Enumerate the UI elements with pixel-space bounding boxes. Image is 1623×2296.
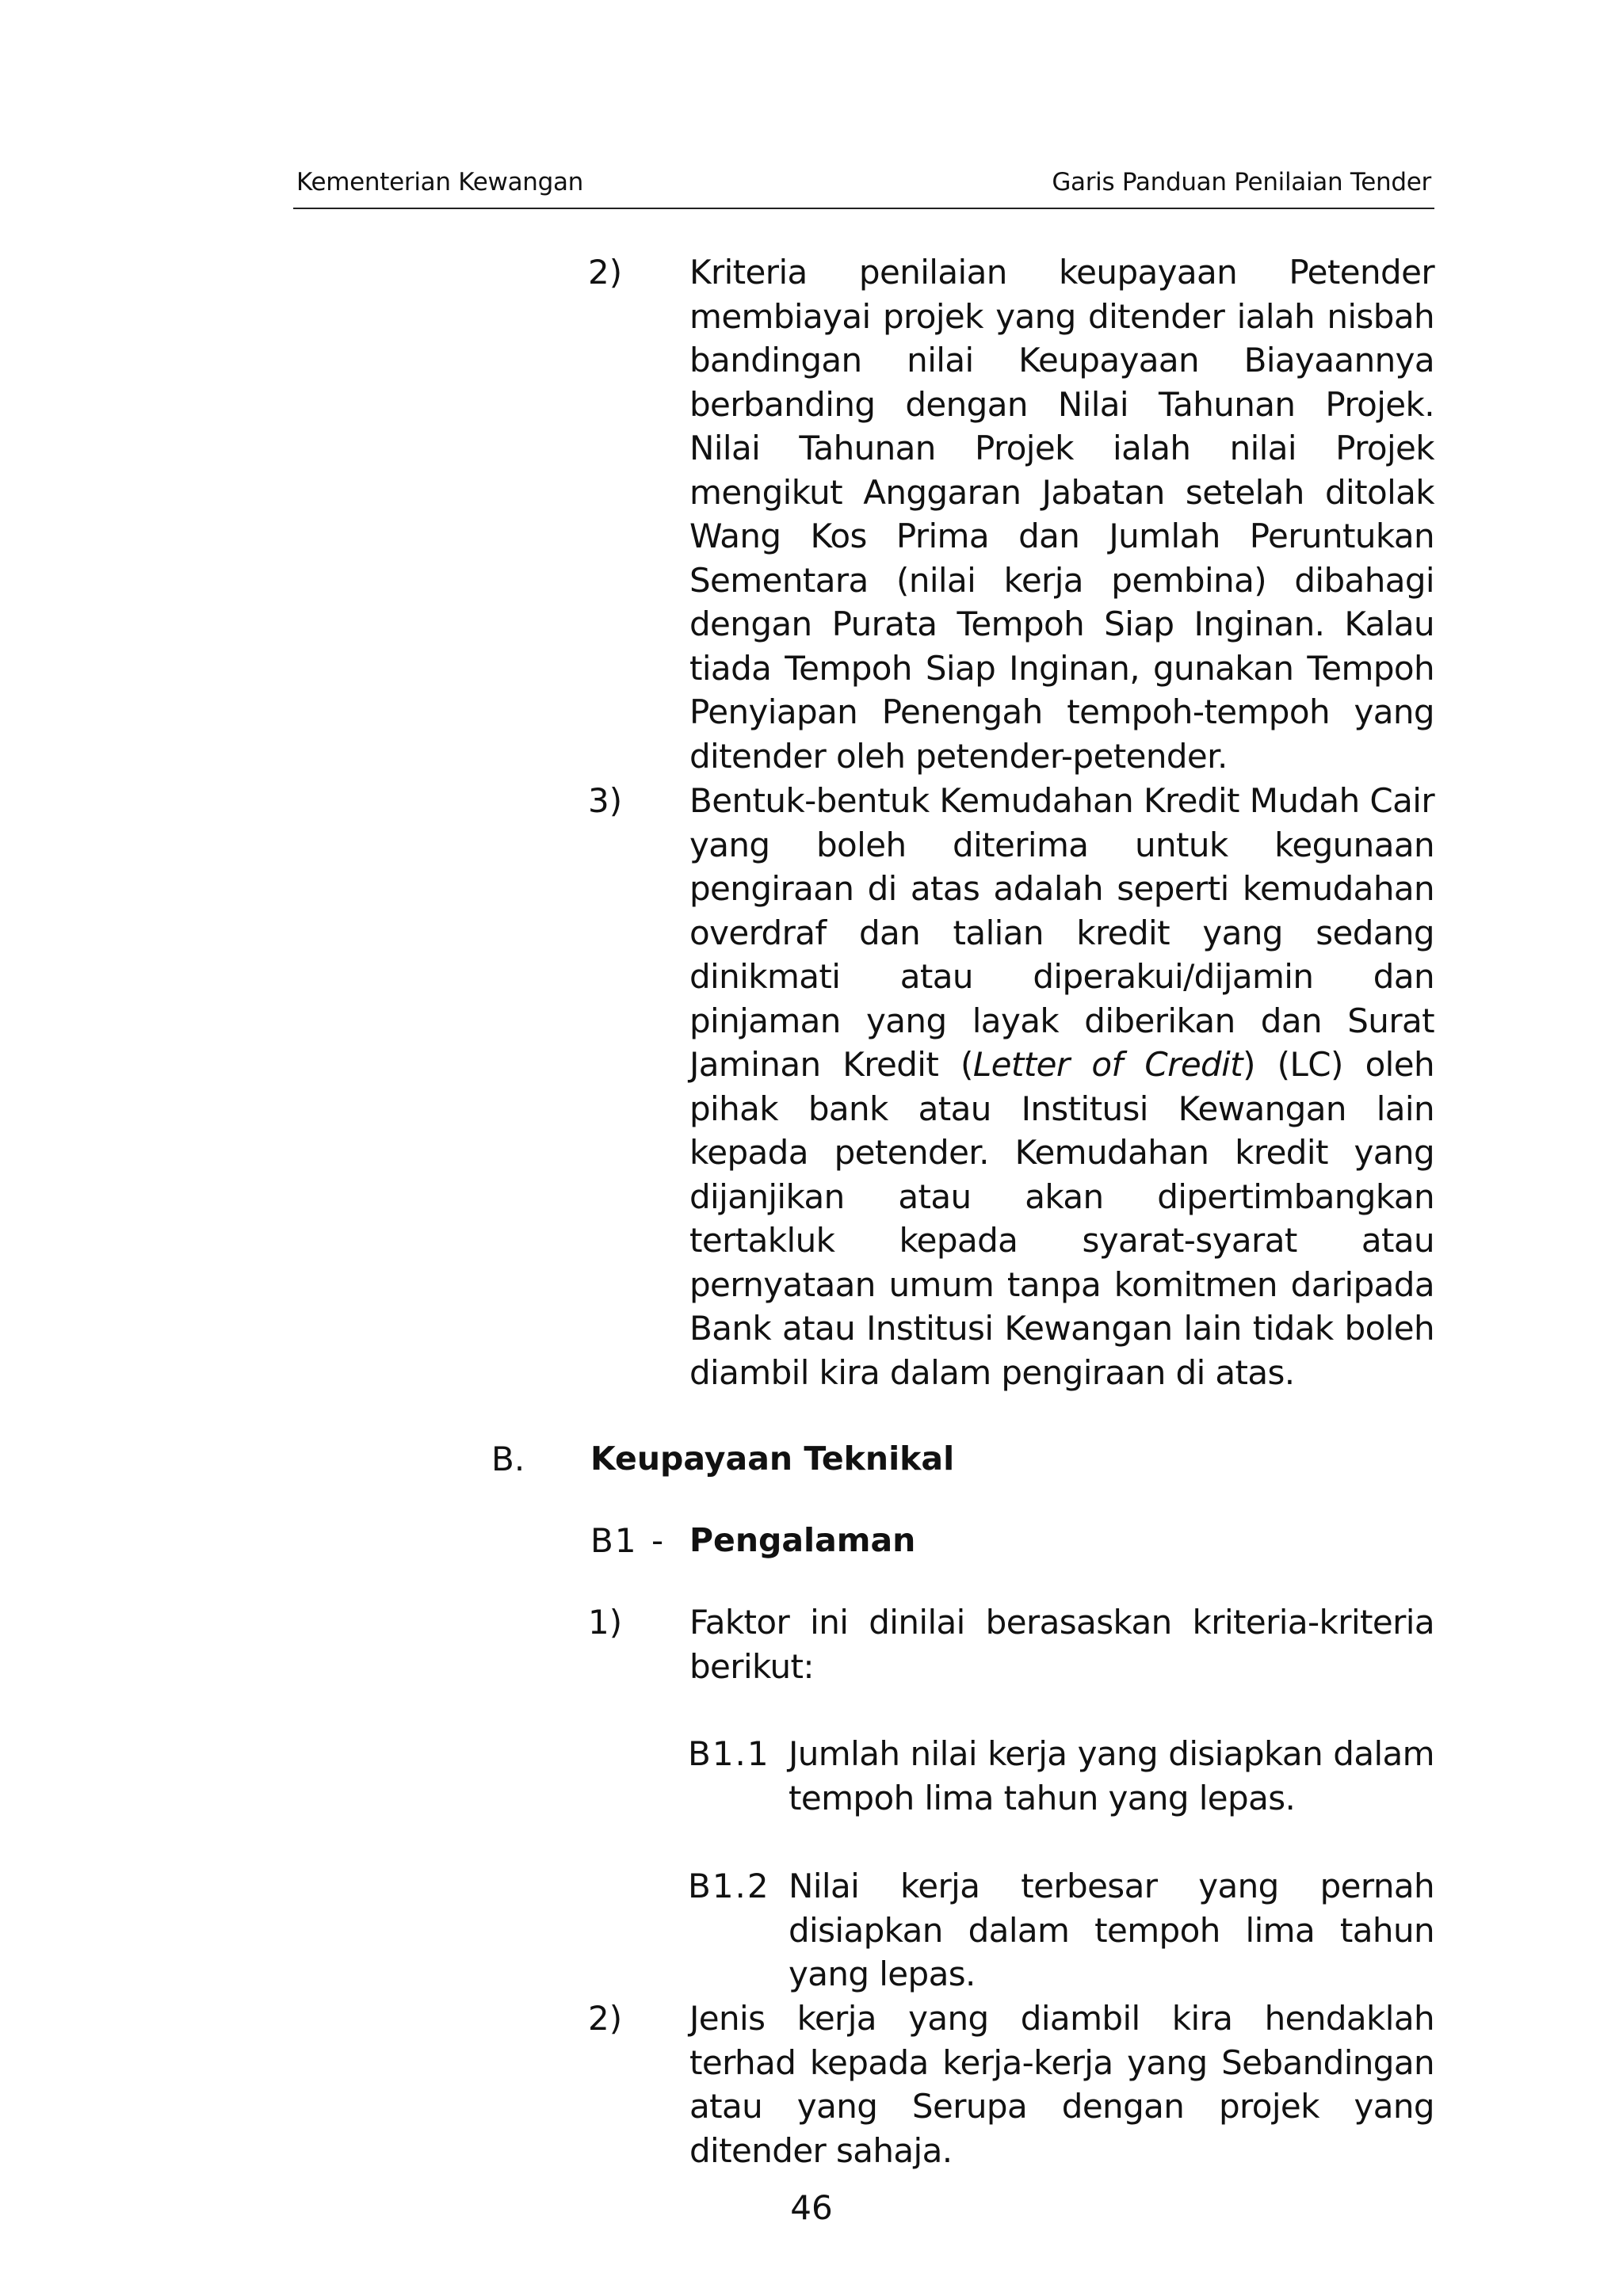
b1-point-2-text: Jenis kerja yang diambil kira hendaklah terhad kepada kerja-kerja yang Sebandingan atau yang Serupa dengan projek yang ditender sahaja. xyxy=(689,1999,1434,2170)
subsection-b1-code: B1 xyxy=(590,1521,638,1560)
subsection-b1-dash: - xyxy=(651,1521,664,1560)
subsection-b1-title: Pengalaman xyxy=(689,1521,916,1559)
item-3-text-part-b: ) (LC) oleh pihak bank atau Institusi Kewangan lain kepada petender. Kemudahan kredit yang dijanjikan atau akan dipertimbangkan tertakluk kepada syarat-syarat atau pernyataan umum tanpa komitmen daripada Bank atau Institusi Kewangan lain tidak boleh diambil kira dalam pengiraan di atas. xyxy=(689,1045,1434,1392)
item-3-text-part-a: Bentuk-bentuk Kemudahan Kredit Mudah Cair yang boleh diterima untuk kegunaan pengiraan di atas adalah seperti kemudahan overdraf dan talian kredit yang sedang dinikmati atau diperakui/dijamin dan pinjaman yang layak diberikan dan Surat Jaminan Kredit ( xyxy=(689,781,1434,1084)
criteria-b1-2-code: B1.2 xyxy=(688,1867,770,1905)
b1-point-1-text: Faktor ini dinilai berasaskan kriteria-kriteria berikut: xyxy=(689,1603,1434,1686)
criteria-b1-1-code: B1.1 xyxy=(688,1734,770,1773)
page-number: 46 xyxy=(790,2188,833,2227)
item-2-text: Kriteria penilaian keupayaan Petender membiayai projek yang ditender ialah nisbah bandingan nilai Keupayaan Biayaannya berbanding dengan Nilai Tahunan Projek. Nilai Tahunan Projek ialah nilai Projek mengikut Anggaran Jabatan setelah ditolak Wang Kos Prima dan Jumlah Peruntukan Sementara (nilai kerja pembina) dibahagi dengan Purata Tempoh Siap Inginan. Kalau tiada Tempoh Siap Inginan, gunakan Tempoh Penyiapan Penengah tempoh-tempoh yang ditender oleh petender-petender. xyxy=(689,253,1434,776)
b1-point-2-number: 2) xyxy=(588,1999,623,2038)
section-b-title: Keupayaan Teknikal xyxy=(590,1440,955,1478)
item-3-text xyxy=(689,779,1434,1394)
page-header xyxy=(293,168,1434,209)
item-3-text-italic: Letter of Credit xyxy=(972,1045,1243,1084)
item-3-number: 3) xyxy=(588,781,623,820)
item-2-number: 2) xyxy=(588,253,623,292)
criteria-b1-1-text: Jumlah nilai kerja yang disiapkan dalam tempoh lima tahun yang lepas. xyxy=(789,1734,1434,1817)
section-b-letter: B. xyxy=(491,1440,525,1478)
b1-point-1-number: 1) xyxy=(588,1603,623,1642)
header-document-title: Garis Panduan Penilaian Tender xyxy=(1052,168,1431,196)
criteria-b1-2-text: Nilai kerja terbesar yang pernah disiapkan dalam tempoh lima tahun yang lepas. xyxy=(789,1867,1434,1993)
header-ministry: Kementerian Kewangan xyxy=(296,168,584,196)
